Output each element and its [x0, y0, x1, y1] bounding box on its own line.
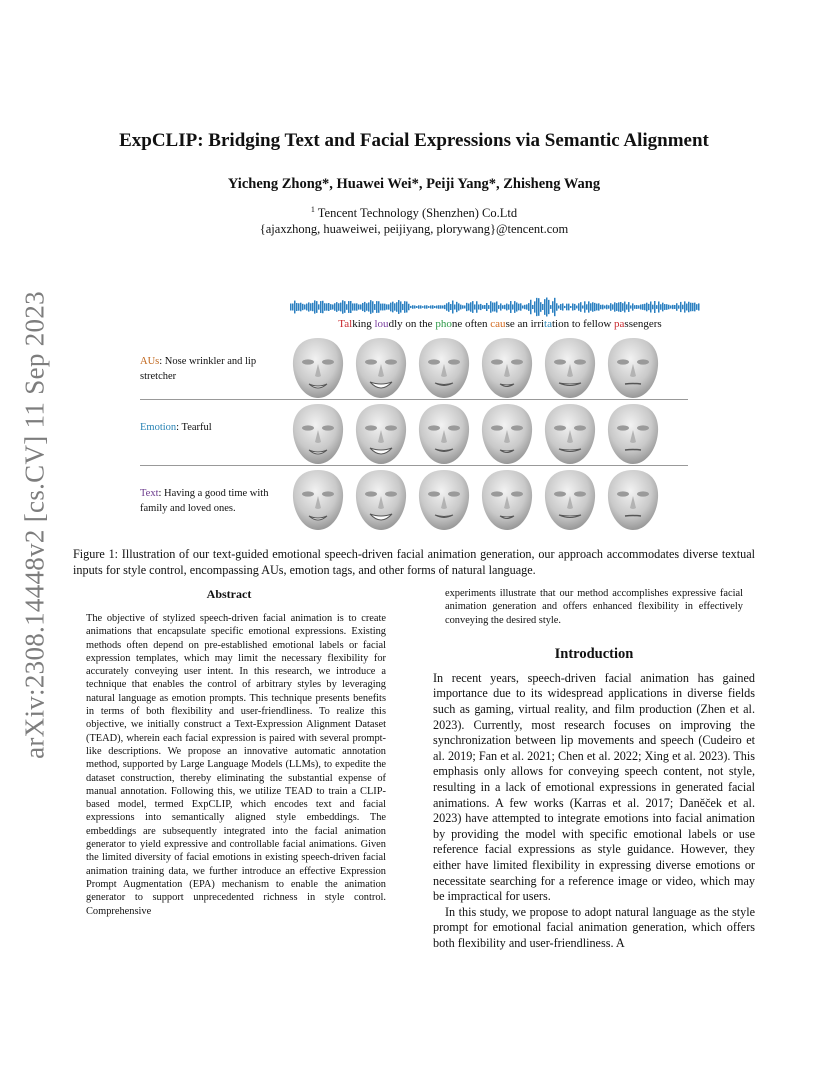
- row-tag-aus: AUs: [140, 356, 160, 367]
- left-column: [74, 587, 384, 918]
- face-render: [416, 468, 472, 532]
- row-tag-emotion: Emotion: [140, 422, 177, 433]
- face-render: [416, 336, 472, 400]
- sentence-fragment: cau: [490, 318, 506, 330]
- introduction-heading: Introduction: [554, 645, 634, 662]
- face-render: [353, 336, 409, 400]
- sentence-fragment: se an irri: [505, 318, 545, 330]
- figure-sentence: [260, 318, 740, 330]
- face-render: [605, 402, 661, 466]
- author-emails: {ajaxzhong, huaweiwei, peijiyang, plorywang}@tencent.com: [259, 222, 569, 237]
- face-render: [542, 402, 598, 466]
- face-render: [353, 402, 409, 466]
- arxiv-id: arXiv:2308.14448v2 [cs.CV] 11 Sep 2023: [19, 291, 50, 759]
- row-divider: [140, 465, 688, 466]
- face-render: [605, 336, 661, 400]
- row-label-aus: [140, 354, 290, 384]
- figure-caption: Figure 1: Illustration of our text-guided emotional speech-driven facial animation generation, our approach accommodates diverse textual inputs for style control, encompassing AUs, emotion tags, and other forms of natural language.: [73, 547, 755, 577]
- affiliation: Tencent Technology (Shenzhen) Co.Ltd: [317, 206, 518, 221]
- sentence-fragment: dly on the: [388, 318, 436, 330]
- arxiv-sidebar: [20, 290, 50, 760]
- row-divider: [140, 399, 688, 400]
- sentence-fragment: lou: [374, 318, 389, 330]
- face-render: [479, 336, 535, 400]
- face-render: [416, 402, 472, 466]
- face-render: [479, 468, 535, 532]
- face-row-emotion: [290, 402, 661, 466]
- row-text-text: : Having a good time with family and loved ones.: [140, 488, 269, 514]
- row-label-text: [140, 486, 290, 516]
- sentence-fragment: ssengers: [624, 318, 662, 330]
- affiliation-superscript: 1: [310, 205, 315, 214]
- face-render: [353, 468, 409, 532]
- row-tag-text: Text: [140, 488, 159, 499]
- abstract-heading: Abstract: [206, 587, 252, 601]
- face-render: [290, 402, 346, 466]
- sentence-fragment: ta: [544, 318, 552, 330]
- paper-authors: Yicheng Zhong*, Huawei Wei*, Peiji Yang*, Zhisheng Wang: [227, 176, 601, 192]
- figure-1: [140, 296, 700, 534]
- face-render: [290, 336, 346, 400]
- intro-paragraph-1: In recent years, speech-driven facial animation has gained importance due to its widespread applications in diverse fields such as gaming, virtual reality, and film production (Zhen et al. 2023). Currently, most research focuses on improving the synchronization between lip movements and speech (Cudeiro et al. 2019; Fan et al. 2021; Chen et al. 2022; Xing et al. 2023). This emphasis only allows for conveying speech content, not style, resulting in a lack of emotional expressions in generated facial animations. A few works (Karras et al. 2017; Daněček et al. 2023) have attempted to integrate emotions into facial animation by providing the model with specific emotional labels or use reference facial expressions as style guidance. However, they either have limited flexibility in expressing diverse emotions or necessitate searching for a reference image or video, which may be impractical for users.: [433, 670, 755, 904]
- affiliation-block: [0, 202, 828, 237]
- sentence-fragment: pho: [435, 318, 452, 330]
- face-render: [290, 468, 346, 532]
- sentence-fragment: ne often: [451, 318, 491, 330]
- sentence-fragment: pa: [614, 318, 625, 330]
- right-column: [433, 587, 755, 952]
- sentence-fragment: tion to fellow: [552, 318, 615, 330]
- face-render: [479, 402, 535, 466]
- face-row-text: [290, 468, 661, 532]
- intro-paragraph-2: In this study, we propose to adopt natural language as the style prompt for emotional facial animation generation, which offers both flexibility and user-friendliness. A: [433, 904, 755, 950]
- sentence-fragment: Tal: [338, 318, 353, 330]
- face-render: [605, 468, 661, 532]
- row-text-aus: : Nose wrinkler and lip stretcher: [140, 356, 257, 382]
- face-render: [542, 336, 598, 400]
- row-text-emotion: : Tearful: [176, 422, 212, 433]
- audio-waveform: [290, 296, 700, 318]
- paper-title: ExpCLIP: Bridging Text and Facial Expressions via Semantic Alignment: [119, 130, 709, 151]
- face-row-aus: [290, 336, 661, 400]
- sentence-fragment: king: [352, 318, 375, 330]
- row-label-emotion: [140, 420, 290, 435]
- abstract-body: The objective of stylized speech-driven facial animation is to create animations that encapsulate specific emotional expressions. Existing methods often depend on pre-established emotional labels or facial expression templates, which may limit the necessary flexibility for accurately conveying user intent. In this research, we introduce a technique that enables the control of arbitrary styles by leveraging natural language as emotion prompts. This technique presents benefits in terms of both flexibility and user-friendliness. To realize this objective, we initially construct a Text-Expression Alignment Dataset (TEAD), wherein each facial expression is paired with several prompt-like descriptions. We propose an innovative automatic annotation method, supported by Large Language Models (LLMs), to expedite the dataset construction, thereby eliminating the substantial expense of manual annotation. Following this, we utilize TEAD to train a CLIP-based model, termed ExpCLIP, which encodes text and facial expressions into semantically aligned style embeddings. The embeddings are subsequently integrated into the facial animation generator to yield expressive and controllable facial animations. Given the limited diversity of facial emotions in existing speech-driven facial animation training data, we further introduce an effective Expression Prompt Augmentation (EPA) mechanism to enable the animation generator to support unprecedented richness in style control. Comprehensive: [86, 613, 386, 917]
- abstract-continuation: experiments illustrate that our method accomplishes expressive facial animation generation and offers enhanced flexibility in effectively conveying the desired style.: [445, 588, 743, 626]
- face-render: [542, 468, 598, 532]
